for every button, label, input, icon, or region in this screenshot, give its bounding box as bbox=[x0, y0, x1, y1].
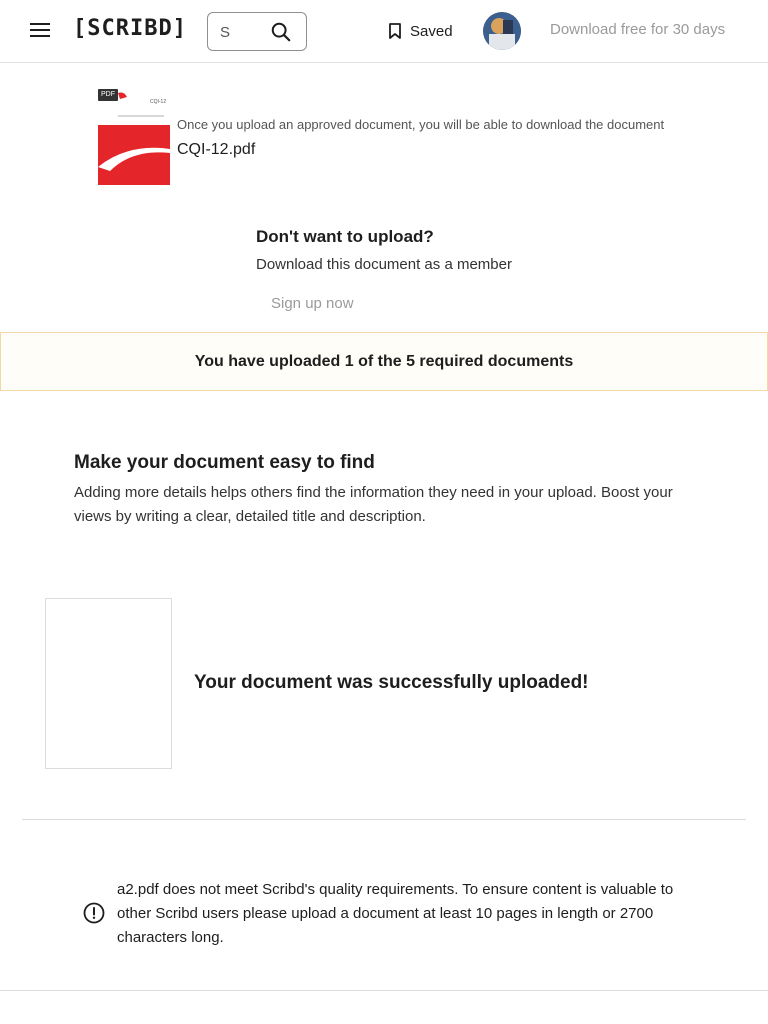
pdf-badge: PDF bbox=[98, 89, 118, 101]
file-name: CQI-12.pdf bbox=[177, 141, 256, 158]
section-title: Make your document easy to find bbox=[74, 452, 375, 473]
banner-text: You have uploaded 1 of the 5 required documents bbox=[194, 352, 574, 370]
search-box[interactable] bbox=[207, 12, 307, 51]
section-description: Adding more details helps others find the information they need in your upload. Boost your views by writing a clear, detailed title and description. bbox=[74, 484, 673, 525]
menu-icon[interactable] bbox=[30, 20, 52, 40]
quality-warning: a2.pdf does not meet Scribd's quality requirements. To ensure content is valuable to other Scribd users please upload a document at least 10 pages in length or 2700 characters long. bbox=[117, 881, 674, 946]
no-upload-title: Don't want to upload? bbox=[256, 227, 434, 246]
download-free-link[interactable]: Download free for 30 days bbox=[550, 21, 726, 38]
sign-up-button[interactable]: Sign up now bbox=[271, 295, 354, 312]
document-preview bbox=[45, 598, 172, 769]
success-message: Your document was successfully uploaded! bbox=[194, 672, 589, 693]
bookmark-icon bbox=[388, 23, 402, 39]
thumb-title: CQI-12 bbox=[150, 99, 167, 105]
thumbnail-art bbox=[98, 89, 170, 185]
upload-note: Once you upload an approved document, you will be able to download the document bbox=[177, 117, 665, 132]
avatar-image bbox=[483, 12, 521, 50]
alert-icon bbox=[83, 902, 105, 924]
document-thumbnail bbox=[98, 89, 170, 185]
saved-button[interactable] bbox=[388, 19, 453, 43]
member-subtitle: Download this document as a member bbox=[256, 256, 512, 273]
upload-progress-banner bbox=[0, 332, 768, 391]
avatar[interactable] bbox=[483, 12, 521, 50]
scribd-logo[interactable]: [SCRIBD] bbox=[73, 16, 187, 41]
divider bbox=[22, 819, 746, 820]
top-header bbox=[0, 0, 768, 63]
search-input[interactable] bbox=[220, 21, 260, 43]
saved-label: Saved bbox=[410, 22, 453, 40]
divider bbox=[0, 990, 768, 991]
search-icon[interactable] bbox=[270, 21, 292, 43]
